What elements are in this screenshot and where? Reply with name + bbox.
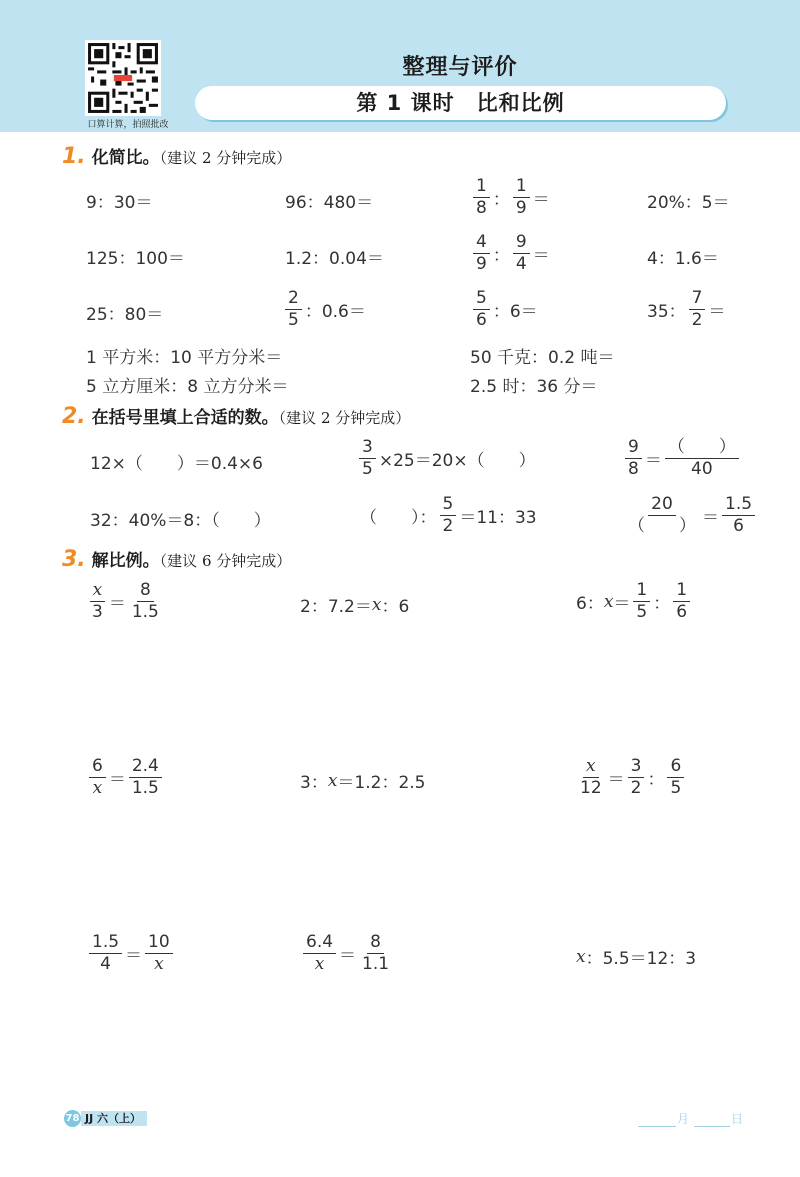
fraction: $\frac{20}{( )}$ — [628, 494, 696, 536]
problem: $\frac{6}{x}$ ＝ $\frac{2.4}{1.5}$ — [86, 756, 165, 799]
section-2-heading — [62, 403, 410, 429]
problem: 96：480＝ — [285, 193, 374, 213]
fraction: $\frac{6}{x}$ — [89, 756, 106, 799]
problem: 6： x ＝ $\frac{1}{5}$ ： $\frac{1}{6}$ — [576, 580, 693, 623]
fraction: $\frac{1.5}{6}$ — [722, 494, 755, 537]
fraction: $\frac{9}{4}$ — [513, 232, 530, 275]
fraction: $\frac{x}{3}$ — [89, 580, 106, 623]
problem: 20%：5＝ — [647, 193, 730, 213]
problem: $\frac{6.4}{x}$ ＝ $\frac{8}{1.1}$ — [300, 932, 395, 975]
fraction: $\frac{1.5}{4}$ — [89, 932, 122, 975]
section-title: 解比例。 — [91, 551, 160, 571]
fraction: $\frac{5}{2}$ — [440, 494, 457, 537]
problem: 2：7.2＝ x ：6 — [300, 594, 410, 617]
fraction: $\frac{6.4}{x}$ — [303, 932, 336, 975]
problem: $\frac{x}{3}$ ＝ $\frac{8}{1.5}$ — [86, 580, 165, 623]
time-hint: （建议 2 分钟完成） — [278, 409, 411, 427]
fraction: $\frac{( )}{40}$ — [665, 437, 739, 480]
month-blank — [638, 1126, 676, 1127]
problem: $\frac{9}{8}$ ＝ $\frac{( )}{40}$ — [622, 437, 742, 480]
fraction: $\frac{x}{12}$ — [580, 756, 602, 798]
problem: $\frac{1.5}{4}$ ＝ $\frac{10}{x}$ — [86, 932, 176, 975]
problem: $\frac{3}{5}$ ×25＝20×（ ） — [356, 437, 536, 480]
qr-caption: 口算计算，拍照批改 — [87, 120, 169, 130]
problem: 35： $\frac{7}{2}$ ＝ — [647, 288, 726, 330]
problem: 32：40%＝8：（ ） — [90, 511, 271, 531]
problem: 50 千克：0.2 吨＝ — [470, 348, 615, 368]
fraction: $\frac{1}{9}$ — [513, 176, 530, 219]
problem: $\frac{5}{6}$ ：6＝ — [470, 288, 538, 331]
problem: 9：30＝ — [86, 193, 153, 213]
day-blank — [694, 1126, 730, 1127]
problem: $\frac{2}{5}$ ：0.6＝ — [282, 288, 366, 331]
problem: $\frac{4}{9}$ ： $\frac{9}{4}$ ＝ — [470, 232, 550, 275]
problem: 125：100＝ — [86, 249, 185, 269]
problem: 12×（ ）＝0.4×6 — [90, 454, 263, 474]
section-1-heading — [62, 143, 291, 169]
fraction: $\frac{8}{1.1}$ — [362, 932, 390, 974]
fraction: $\frac{8}{1.5}$ — [131, 580, 159, 622]
fraction: $\frac{2.4}{1.5}$ — [129, 756, 162, 799]
fraction: $\frac{1}{6}$ — [673, 580, 690, 623]
fraction: $\frac{9}{8}$ — [625, 437, 642, 480]
month-label: 月 — [677, 1112, 690, 1126]
lesson-title: 第 1 课时 比和比例 — [195, 86, 726, 120]
problem: $\frac{x}{12}$ ＝ $\frac{3}{2}$ ： $\frac{6}{5}$ — [574, 756, 687, 799]
problem: x ：5.5＝12：3 — [576, 946, 697, 969]
problem: 3： x ＝1.2：2.5 — [300, 770, 426, 793]
problem: $\frac{20}{( )}$ ＝ $\frac{1.5}{6}$ — [622, 494, 758, 537]
fraction: $\frac{10}{x}$ — [145, 932, 173, 975]
fraction: $\frac{3}{5}$ — [359, 437, 376, 480]
section-number: 1. — [62, 144, 86, 169]
problem: 25：80＝ — [86, 305, 164, 325]
page-title: 整理与评价 — [402, 55, 518, 80]
fraction: $\frac{6}{5}$ — [667, 756, 684, 799]
fraction: $\frac{7}{2}$ — [689, 288, 706, 331]
problem: $\frac{1}{8}$ ： $\frac{1}{9}$ ＝ — [470, 176, 550, 219]
fraction: $\frac{5}{6}$ — [473, 288, 490, 331]
fraction: $\frac{3}{2}$ — [628, 756, 645, 799]
fraction: $\frac{1}{5}$ — [633, 580, 650, 623]
fraction: $\frac{4}{9}$ — [473, 232, 490, 275]
section-title: 化简比。 — [91, 148, 160, 168]
section-title: 在括号里填上合适的数。 — [91, 408, 279, 428]
qr-code-icon[interactable] — [85, 40, 161, 116]
fraction: $\frac{1}{8}$ — [473, 176, 490, 219]
page-number: 78 — [64, 1110, 81, 1127]
section-number: 3. — [62, 547, 86, 572]
day-label: 日 — [731, 1112, 744, 1126]
problem: 5 立方厘米：8 立方分米＝ — [86, 377, 289, 397]
book-label: JJ 六（上） — [81, 1111, 147, 1126]
problem: 1.2：0.04＝ — [285, 249, 384, 269]
problem: 1 平方米：10 平方分米＝ — [86, 348, 283, 368]
time-hint: （建议 6 分钟完成） — [159, 552, 292, 570]
fraction: $\frac{2}{5}$ — [285, 288, 302, 331]
time-hint: （建议 2 分钟完成） — [159, 149, 292, 167]
section-3-heading — [62, 546, 291, 572]
problem: 4：1.6＝ — [647, 249, 719, 269]
section-number: 2. — [62, 404, 86, 429]
problem: （ ）： $\frac{5}{2}$ ＝11：33 — [360, 494, 537, 536]
problem: 2.5 时：36 分＝ — [470, 377, 598, 397]
